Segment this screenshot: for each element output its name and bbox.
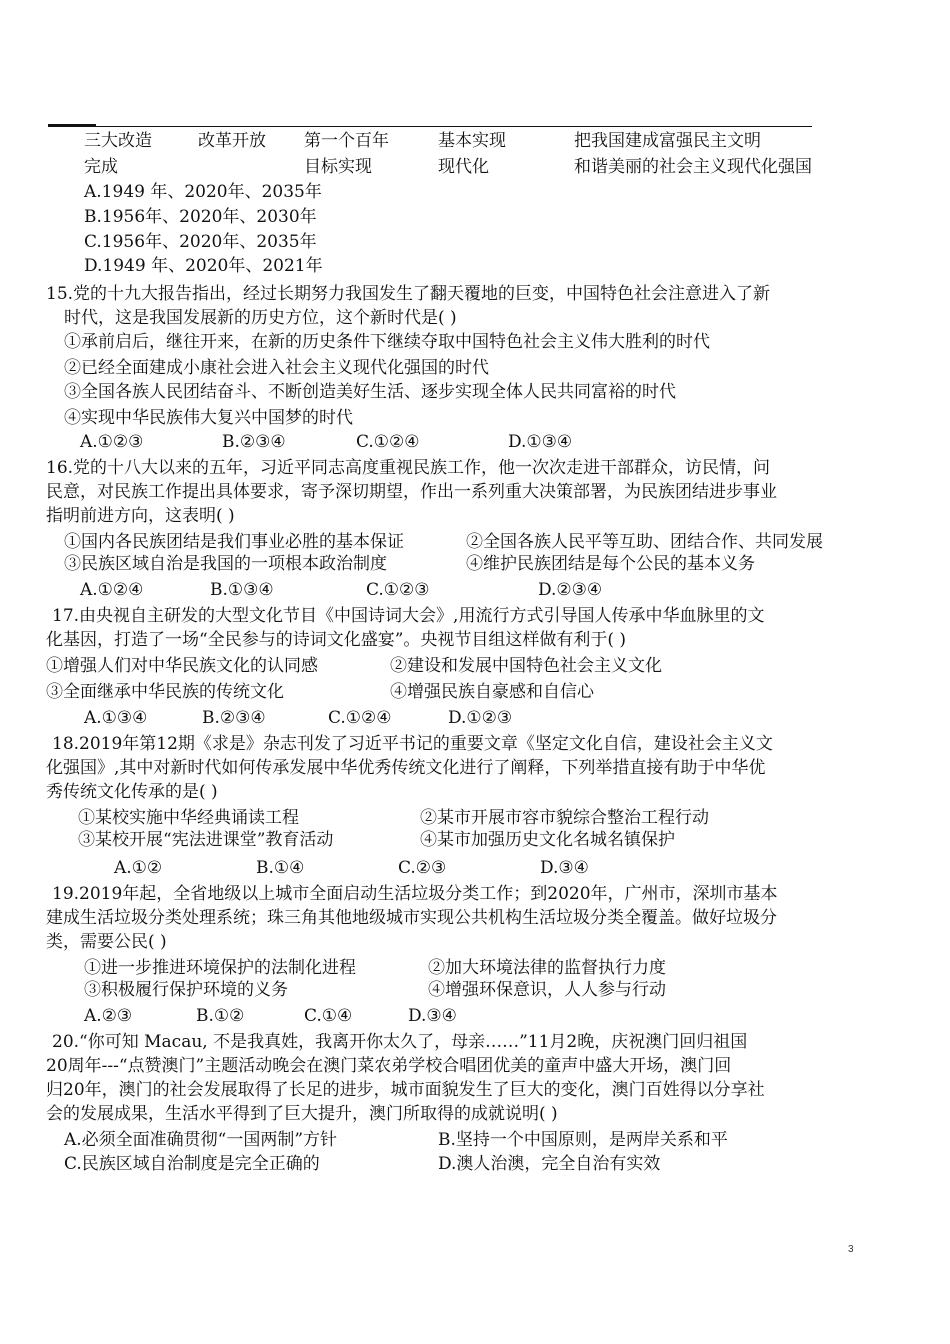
option: A.1949 年、2020年、2035年 [84,182,322,202]
statement: ③民族区域自治是我国的一项根本政治制度 [64,554,387,574]
question-stem: 会的发展成果，生活水平得到了巨大提升，澳门所取得的成就说明( ) [46,1104,558,1124]
question-stem: 17.由央视自主研发的大型文化节目《中国诗词大会》,用流行方式引导国人传承中华血脉里的文 [52,606,765,626]
question-stem: 化基因，打造了一场“全民参与的诗词文化盛宴”。央视节目组这样做有利于( ) [46,630,627,650]
option: B.②③④ [222,432,286,452]
option: B.①④ [256,858,305,878]
statement: ②全国各族人民平等互助、团结合作、共同发展 [466,532,823,552]
statement: ①某校实施中华经典诵读工程 [78,808,299,828]
option: D.①②③ [448,708,513,728]
table-rule [96,126,812,127]
option: B.②③④ [202,708,266,728]
option: A.①②④ [80,580,144,600]
statement: ③全国各族人民团结奋斗、不断创造美好生活、逐步实现全体人民共同富裕的时代 [64,382,676,402]
option: B.1956年、2020年、2030年 [84,207,317,227]
question-stem: 化强国》,其中对新时代如何传承发展中华优秀传统文化进行了阐释，下列举措直接有助于中华优 [46,758,766,778]
table-cell: 把我国建成富强民主文明 [574,131,761,151]
table-cell: 完成 [84,157,118,177]
option: C.民族区域自治制度是完全正确的 [64,1154,320,1174]
option: C.①②④ [356,432,420,452]
statement: ②某市开展市容市貌综合整治工程行动 [420,808,709,828]
option: D.③④ [540,858,589,878]
option: C.①②③ [366,580,430,600]
page-number: 3 [848,1244,854,1255]
option: A.①③④ [84,708,148,728]
statement: ④增强民族自豪感和自信心 [390,682,594,702]
table-rule-thick [48,124,96,127]
option: D.②③④ [538,580,603,600]
statement: ②已经全面建成小康社会进入社会主义现代化强国的时代 [64,358,489,378]
statement: ②加大环境法律的监督执行力度 [428,958,666,978]
option: C.1956年、2020年、2035年 [84,232,317,252]
statement: ②建设和发展中国特色社会主义文化 [390,656,662,676]
statement: ①承前启后，继往开来，在新的历史条件下继续夺取中国特色社会主义伟大胜利的时代 [64,332,710,352]
option: D.澳人治澳，完全自治有实效 [438,1154,661,1174]
question-stem: 时代，这是我国发展新的历史方位，这个新时代是( ) [64,308,457,328]
statement: ③积极履行保护环境的义务 [84,980,288,1000]
option: C.②③ [398,858,447,878]
option: B.①③④ [210,580,274,600]
table-cell: 和谐美丽的社会主义现代化强国 [574,157,812,177]
option: A.②③ [84,1006,133,1026]
question-stem: 归20年，澳门的社会发展取得了长足的进步，城市面貌发生了巨大的变化，澳门百姓得以分享社 [46,1080,765,1100]
table-cell: 改革开放 [198,131,266,151]
question-stem: 建成生活垃圾分类处理系统；珠三角其他地级城市实现公共机构生活垃圾分类全覆盖。做好垃圾分 [46,908,777,928]
option: A.①② [114,858,163,878]
table-cell: 第一个百年 [304,131,389,151]
statement: ③全面继承中华民族的传统文化 [46,682,284,702]
question-stem: 类，需要公民( ) [46,932,167,952]
question-stem: 19.2019年起，全省地级以上城市全面启动生活垃圾分类工作；到2020年，广州市，深圳市基本 [52,884,778,904]
option: A.必须全面准确贯彻“一国两制”方针 [64,1130,338,1150]
table-cell: 基本实现 [438,131,506,151]
question-stem: 20.“你可知 Macau, 不是我真姓，我离开你太久了，母亲……”11月2晚，庆祝澳门回归祖国 [52,1032,748,1052]
option: B.坚持一个中国原则，是两岸关系和平 [438,1130,728,1150]
statement: ④增强环保意识，人人参与行动 [428,980,666,1000]
question-stem: 民意，对民族工作提出具体要求，寄予深切期望，作出一系列重大决策部署，为民族团结进步事业 [46,482,777,502]
table-cell: 三大改造 [84,131,152,151]
table-cell: 现代化 [438,157,489,177]
option: C.①②④ [328,708,392,728]
statement: ①进一步推进环境保护的法制化进程 [84,958,356,978]
question-stem: 18.2019年第12期《求是》杂志刊发了习近平书记的重要文章《坚定文化自信，建设社会主义文 [52,734,773,754]
statement: ④维护民族团结是每个公民的基本义务 [466,554,755,574]
option: D.③④ [408,1006,457,1026]
question-stem: 15.党的十九大报告指出，经过长期努力我国发生了翻天覆地的巨变，中国特色社会注意进入了新 [46,284,771,304]
option: D.1949 年、2020年、2021年 [84,256,323,276]
question-stem: 秀传统文化传承的是( ) [46,782,218,802]
option: D.①③④ [508,432,573,452]
statement: ④实现中华民族伟大复兴中国梦的时代 [64,408,353,428]
table-cell: 目标实现 [304,157,372,177]
statement: ①国内各民族团结是我们事业必胜的基本保证 [64,532,404,552]
question-stem: 指明前进方向，这表明( ) [46,506,235,526]
option: B.①② [196,1006,245,1026]
question-stem: 20周年---“点赞澳门”主题活动晚会在澳门菜农弟学校合唱团优美的童声中盛大开场，澳门回 [46,1056,732,1076]
statement: ①增强人们对中华民族文化的认同感 [46,656,318,676]
statement: ③某校开展“宪法进课堂”教育活动 [78,830,334,850]
statement: ④某市加强历史文化名城名镇保护 [420,830,675,850]
question-stem: 16.党的十八大以来的五年，习近平同志高度重视民族工作，他一次次走进干部群众，访民情，问 [46,458,771,478]
option: C.①④ [304,1006,353,1026]
option: A.①②③ [80,432,144,452]
